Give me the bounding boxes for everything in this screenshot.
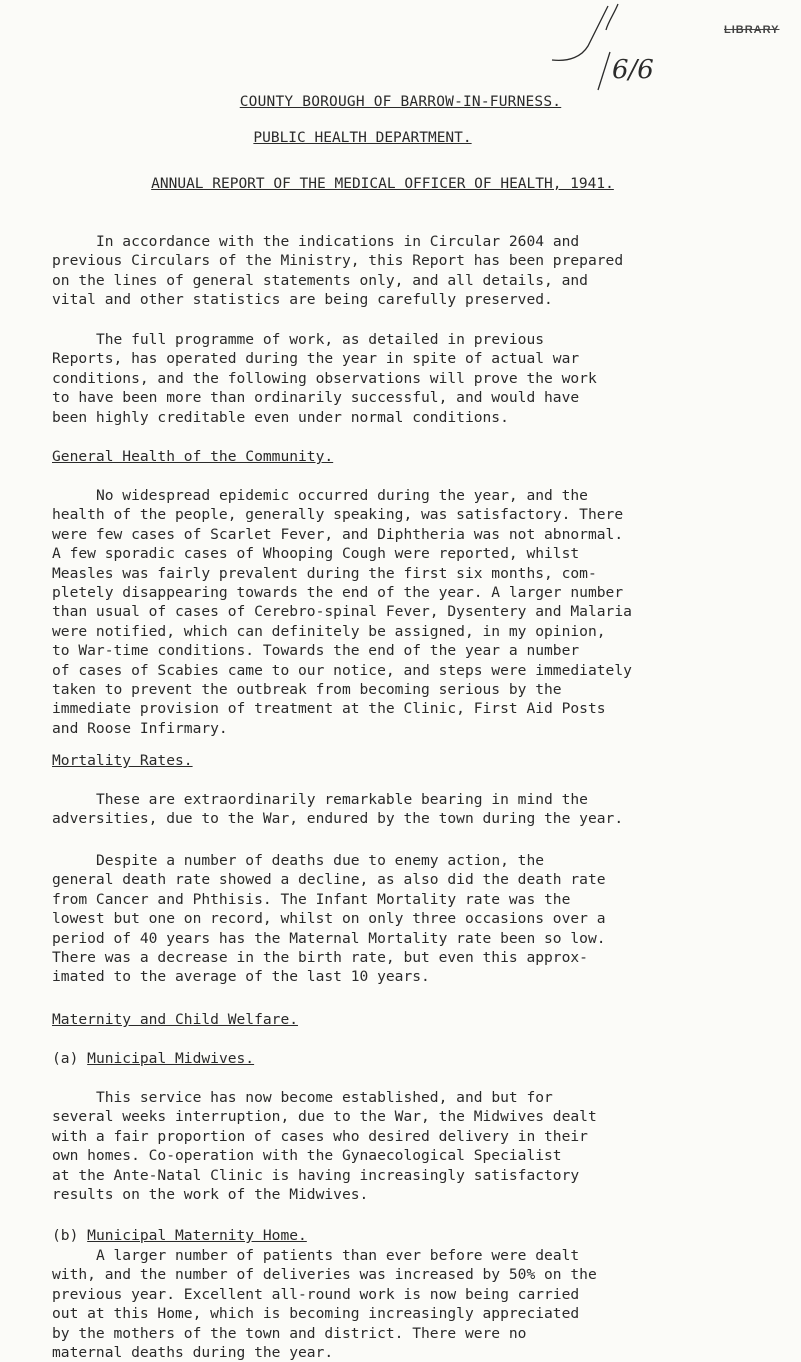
library-stamp: LIBRARY — [724, 24, 780, 36]
report-title: ANNUAL REPORT OF THE MEDICAL OFFICER OF HEALTH, 1941. — [151, 176, 614, 192]
maternity-home-paragraph: A larger number of patients than ever before were dealt with, and the number of deliveries was increased by 50% on the previous year. Excellent all-round work is now being carried out at this Home, which is becoming increasingly appreciated by the mothers of the town and district. There were no maternal deaths during the year. — [52, 1247, 597, 1362]
mortality-paragraph-1: These are extraordinarily remarkable bearing in mind the adversities, due to the War, endured by the town during the year. — [52, 791, 624, 828]
subsection-b-title: Municipal Maternity Home. — [87, 1227, 307, 1244]
heading-maternity-child-welfare: Maternity and Child Welfare. — [52, 1011, 299, 1028]
subsection-a-label: (a) — [52, 1050, 79, 1067]
heading-mortality-rates: Mortality Rates. — [52, 752, 193, 769]
subsection-b-label: (b) — [52, 1227, 79, 1244]
intro-paragraph-2: The full programme of work, as detailed in previous Reports, has operated during the year in spite of actual war conditions, and the following observations will prove the work to have been more than ordinarily successful, and would have been highly creditable even under normal conditions. — [52, 331, 597, 426]
subsection-a-title: Municipal Midwives. — [87, 1050, 255, 1067]
heading-general-health: General Health of the Community. — [52, 448, 334, 465]
org-title: COUNTY BOROUGH OF BARROW-IN-FURNESS. — [239, 94, 562, 110]
general-health-paragraph: No widespread epidemic occurred during the year, and the health of the people, generally speaking, was satisfactory. There were few cases of Scarlet Fever, and Diphtheria was not abnormal. A few sporadic cases of Whooping Cough were reported, whilst Measles was fairly prevalent during the first six months, com- pletely disappearing towards the end of the year. A larger number than usual of cases of Cerebro-spinal Fever, Dysentery and Malaria were notified, which can definitely be assigned, in my opinion, to War-time conditions. Towards the end of the year a number of cases of Scabies came to our notice, and steps were immediately taken to prevent the outbreak from becoming serious by the immediate provision of treatment at the Clinic, First Aid Posts and Roose Infirmary. — [52, 487, 632, 737]
intro-paragraph-1: In accordance with the indications in Circular 2604 and previous Circulars of the Ministry, this Report has been prepared on the lines of general statements only, and all details, and vital and other statistics are being carefully preserved. — [52, 233, 624, 309]
subsection-a-heading — [52, 1050, 254, 1067]
department-title: PUBLIC HEALTH DEPARTMENT. — [253, 130, 472, 146]
subsection-b-heading — [52, 1227, 307, 1244]
handwritten-mark-text: 6/6 — [612, 55, 654, 85]
handwritten-annotation — [548, 2, 654, 94]
midwives-paragraph: This service has now become established, and but for several weeks interruption, due to the War, the Midwives dealt with a fair proportion of cases who desired delivery in their own homes. Co-operation with the Gynaecological Specialist at the Ante-Natal Clinic is having increasingly satisfactory results on the work of the Midwives. — [52, 1089, 597, 1204]
mortality-paragraph-2: Despite a number of deaths due to enemy action, the general death rate showed a decline, as also did the death rate from Cancer and Phthisis. The Infant Mortality rate was the lowest but one on record, whilst on only three occasions over a period of 40 years has the Maternal Mortality rate been so low. There was a decrease in the birth rate, but even this approx- imated to the average of the last 10 years. — [52, 852, 606, 986]
